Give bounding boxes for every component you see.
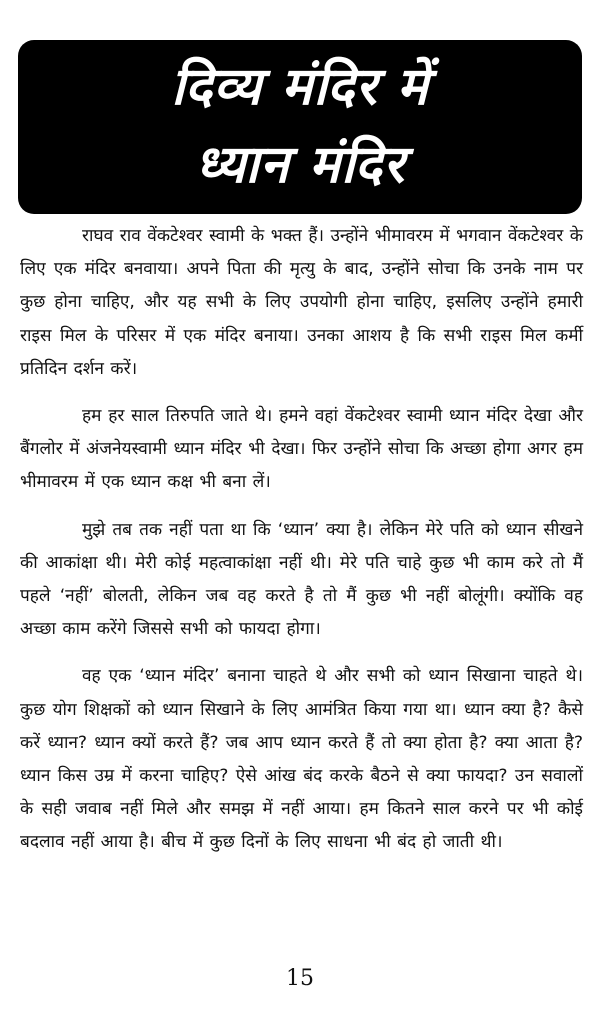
page-number: 15 <box>286 966 314 991</box>
paragraph-2: हम हर साल तिरुपति जाते थे। हमने वहां वेंकटेश्वर स्वामी ध्यान मंदिर देखा और बैंगलोर में अंजनेयस्वामी ध्यान मंदिर भी देखा। फिर उन्होंने सोचा कि अच्छा होगा अगर हम भीमावरम में एक ध्यान कक्ष भी बना लें। <box>20 406 583 493</box>
chapter-title-line-1: दिव्य मंदिर में <box>171 57 429 117</box>
paragraph-4: वह एक ‘ध्यान मंदिर’ बनाना चाहते थे और सभी को ध्यान सिखाना चाहते थे। कुछ योग शिक्षकों को ध्यान सिखाने के लिए आमंत्रित किया गया था। ध्यान क्या है? कैसे करें ध्यान? ध्यान क्यों करते हैं? जब आप ध्यान करते हैं तो क्या होता है? क्या आता है? ध्यान किस उम्र में करना चाहिए? ऐसे आंख बंद करके बैठने से क्या फायदा? उन सवालों के सही जवाब नहीं मिले और समझ में नहीं आया। हम कितने साल करने पर भी कोई बदलाव नहीं आया है। बीच में कुछ दिनों के लिए साधना भी बंद हो जाती थी। <box>20 666 583 853</box>
body-text <box>20 220 583 874</box>
chapter-title-line-2: ध्यान मंदिर <box>194 135 406 195</box>
paragraph-1: राघव राव वेंकटेश्वर स्वामी के भक्त हैं। उन्होंने भीमावरम में भगवान वेंकटेश्वर के लिए एक मंदिर बनवाया। अपने पिता की मृत्यु के बाद, उन्होंने सोचा कि उनके नाम पर कुछ होना चाहिए, और यह सभी के लिए उपयोगी होना चाहिए, इसलिए उन्होंने हमारी राइस मिल के परिसर में एक मंदिर बनाया। उनका आशय है कि सभी राइस मिल कर्मी प्रतिदिन दर्शन करें। <box>20 226 583 379</box>
paragraph-3: मुझे तब तक नहीं पता था कि ‘ध्यान’ क्या है। लेकिन मेरे पति को ध्यान सीखने की आकांक्षा थी। मेरी कोई महत्वाकांक्षा नहीं थी। मेरे पति चाहे कुछ भी काम करे तो मैं पहले ‘नहीं’ बोलती, लेकिन जब वह करते है तो मैं कुछ भी नहीं बोलूंगी। क्योंकि वह अच्छा काम करेंगे जिससे सभी को फायदा होगा। <box>20 519 583 640</box>
chapter-title-banner <box>18 40 582 214</box>
